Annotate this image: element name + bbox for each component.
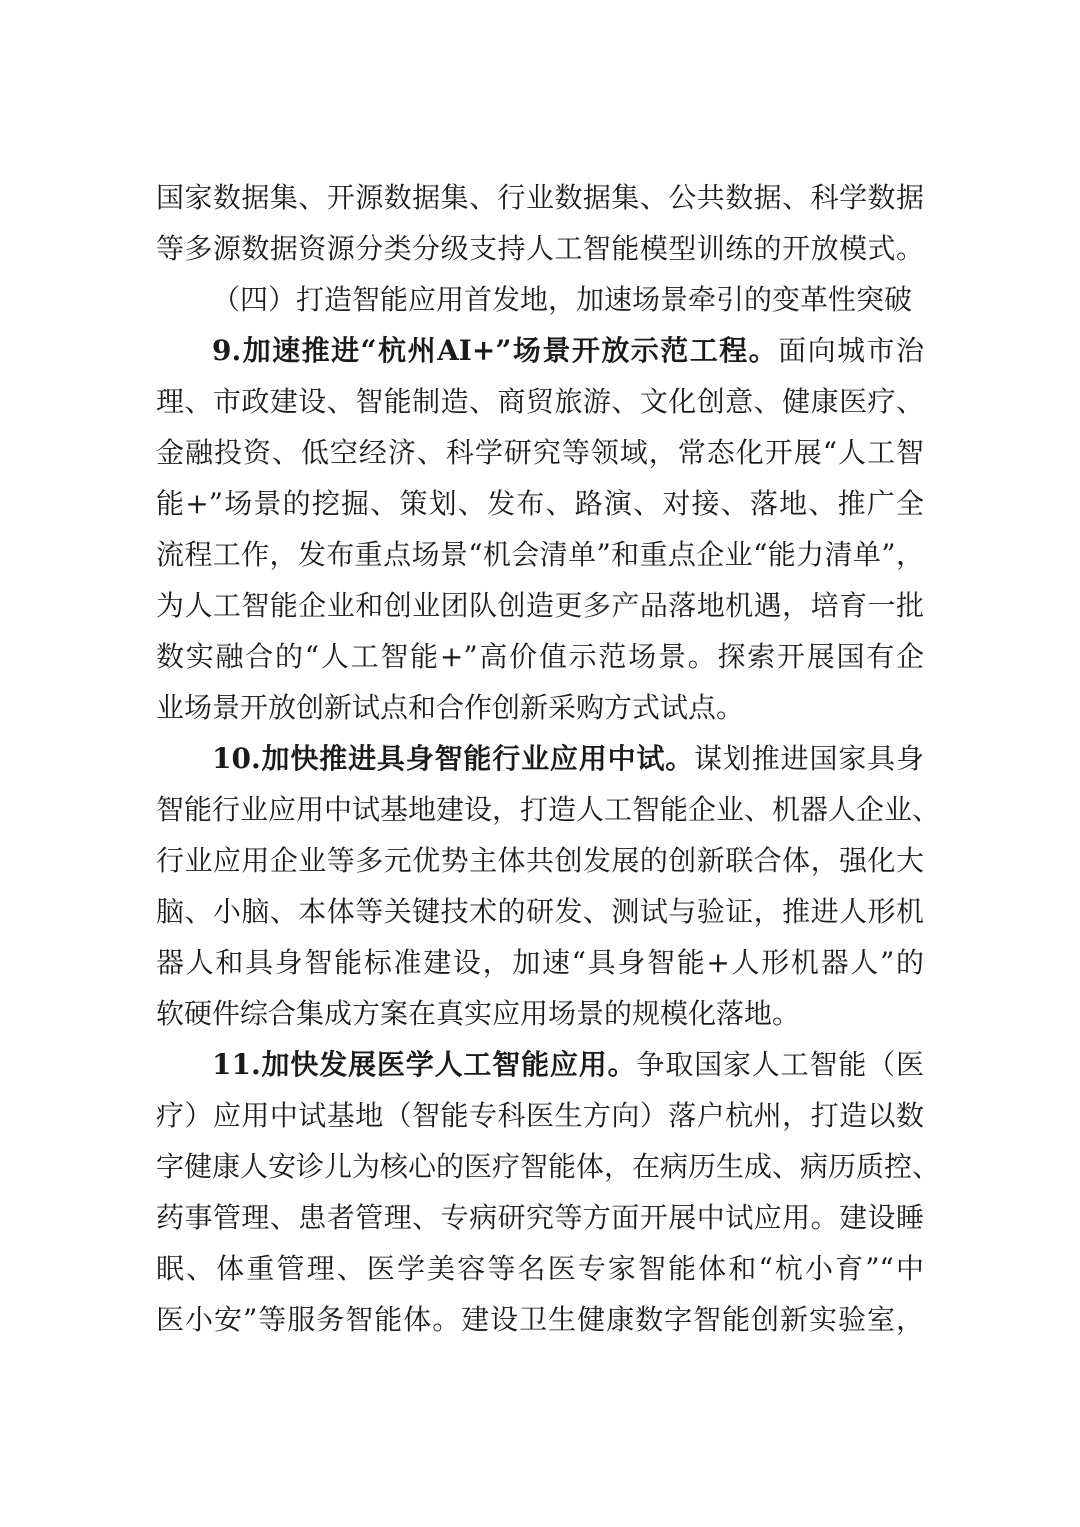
paragraph-item-10 [156,733,941,1039]
paragraph-first-line-text: 谋划推进国家具身 [694,742,924,775]
paragraph-continuation [156,172,924,274]
text-line: 医小安”等服务智能体。建设卫生健康数字智能创新实验室， [156,1303,924,1336]
text-line: 流程工作，发布重点场景“机会清单”和重点企业“能力清单”， [156,538,924,571]
text-line: 脑、小脑、本体等关键技术的研发、测试与验证，推进人形机 [156,895,924,928]
text-line: 能+”场景的挖掘、策划、发布、路演、对接、落地、推广全 [156,487,924,520]
text-line: 国家数据集、开源数据集、行业数据集、公共数据、科学数据 [156,181,924,214]
text-line: 智能行业应用中试基地建设，打造人工智能企业、机器人企业、 [156,793,941,826]
document-body [156,172,941,1345]
text-line [156,325,924,376]
text-line: 疗）应用中试基地（智能专科医生方向）落户杭州，打造以数 [156,1099,924,1132]
text-line: 软硬件综合集成方案在真实应用场景的规模化落地。 [156,997,801,1030]
section-heading-text: （四）打造智能应用首发地，加速场景牵引的变革性突破 [212,283,913,316]
text-line: 药事管理、患者管理、专病研究等方面开展中试应用。建设睡 [156,1201,924,1234]
paragraph-first-line-text: 争取国家人工智能（医 [636,1048,924,1081]
text-line: 金融投资、低空经济、科学研究等领域，常态化开展“人工智 [156,436,924,469]
section-heading [156,274,924,325]
text-line: 业场景开放创新试点和合作创新采购方式试点。 [156,691,745,724]
text-line [156,1039,924,1090]
text-line [156,733,924,784]
paragraph-run-heading: 10.加快推进具身智能行业应用中试。 [212,742,695,775]
text-line: 数实融合的“人工智能+”高价值示范场景。探索开展国有企 [156,640,924,673]
text-line: 理、市政建设、智能制造、商贸旅游、文化创意、健康医疗、 [156,385,924,418]
text-line: 字健康人安诊儿为核心的医疗智能体，在病历生成、病历质控、 [156,1150,941,1183]
text-line: 行业应用企业等多元优势主体共创发展的创新联合体，强化大 [156,844,924,877]
paragraph-run-heading: 11.加快发展医学人工智能应用。 [212,1048,637,1081]
paragraph-item-9 [156,325,924,733]
paragraph-item-11 [156,1039,941,1345]
text-line: 为人工智能企业和创业团队创造更多产品落地机遇，培育一批 [156,589,924,622]
text-line: 器人和具身智能标准建设，加速“具身智能+人形机器人”的 [156,946,924,979]
paragraph-first-line-text: 面向城市治 [778,334,924,367]
text-line: 眠、体重管理、医学美容等名医专家智能体和“杭小育”“中 [156,1252,924,1285]
text-line: 等多源数据资源分类分级支持人工智能模型训练的开放模式。 [156,232,924,265]
paragraph-run-heading: 9.加速推进“杭州AI+”场景开放示范工程。 [212,334,779,367]
